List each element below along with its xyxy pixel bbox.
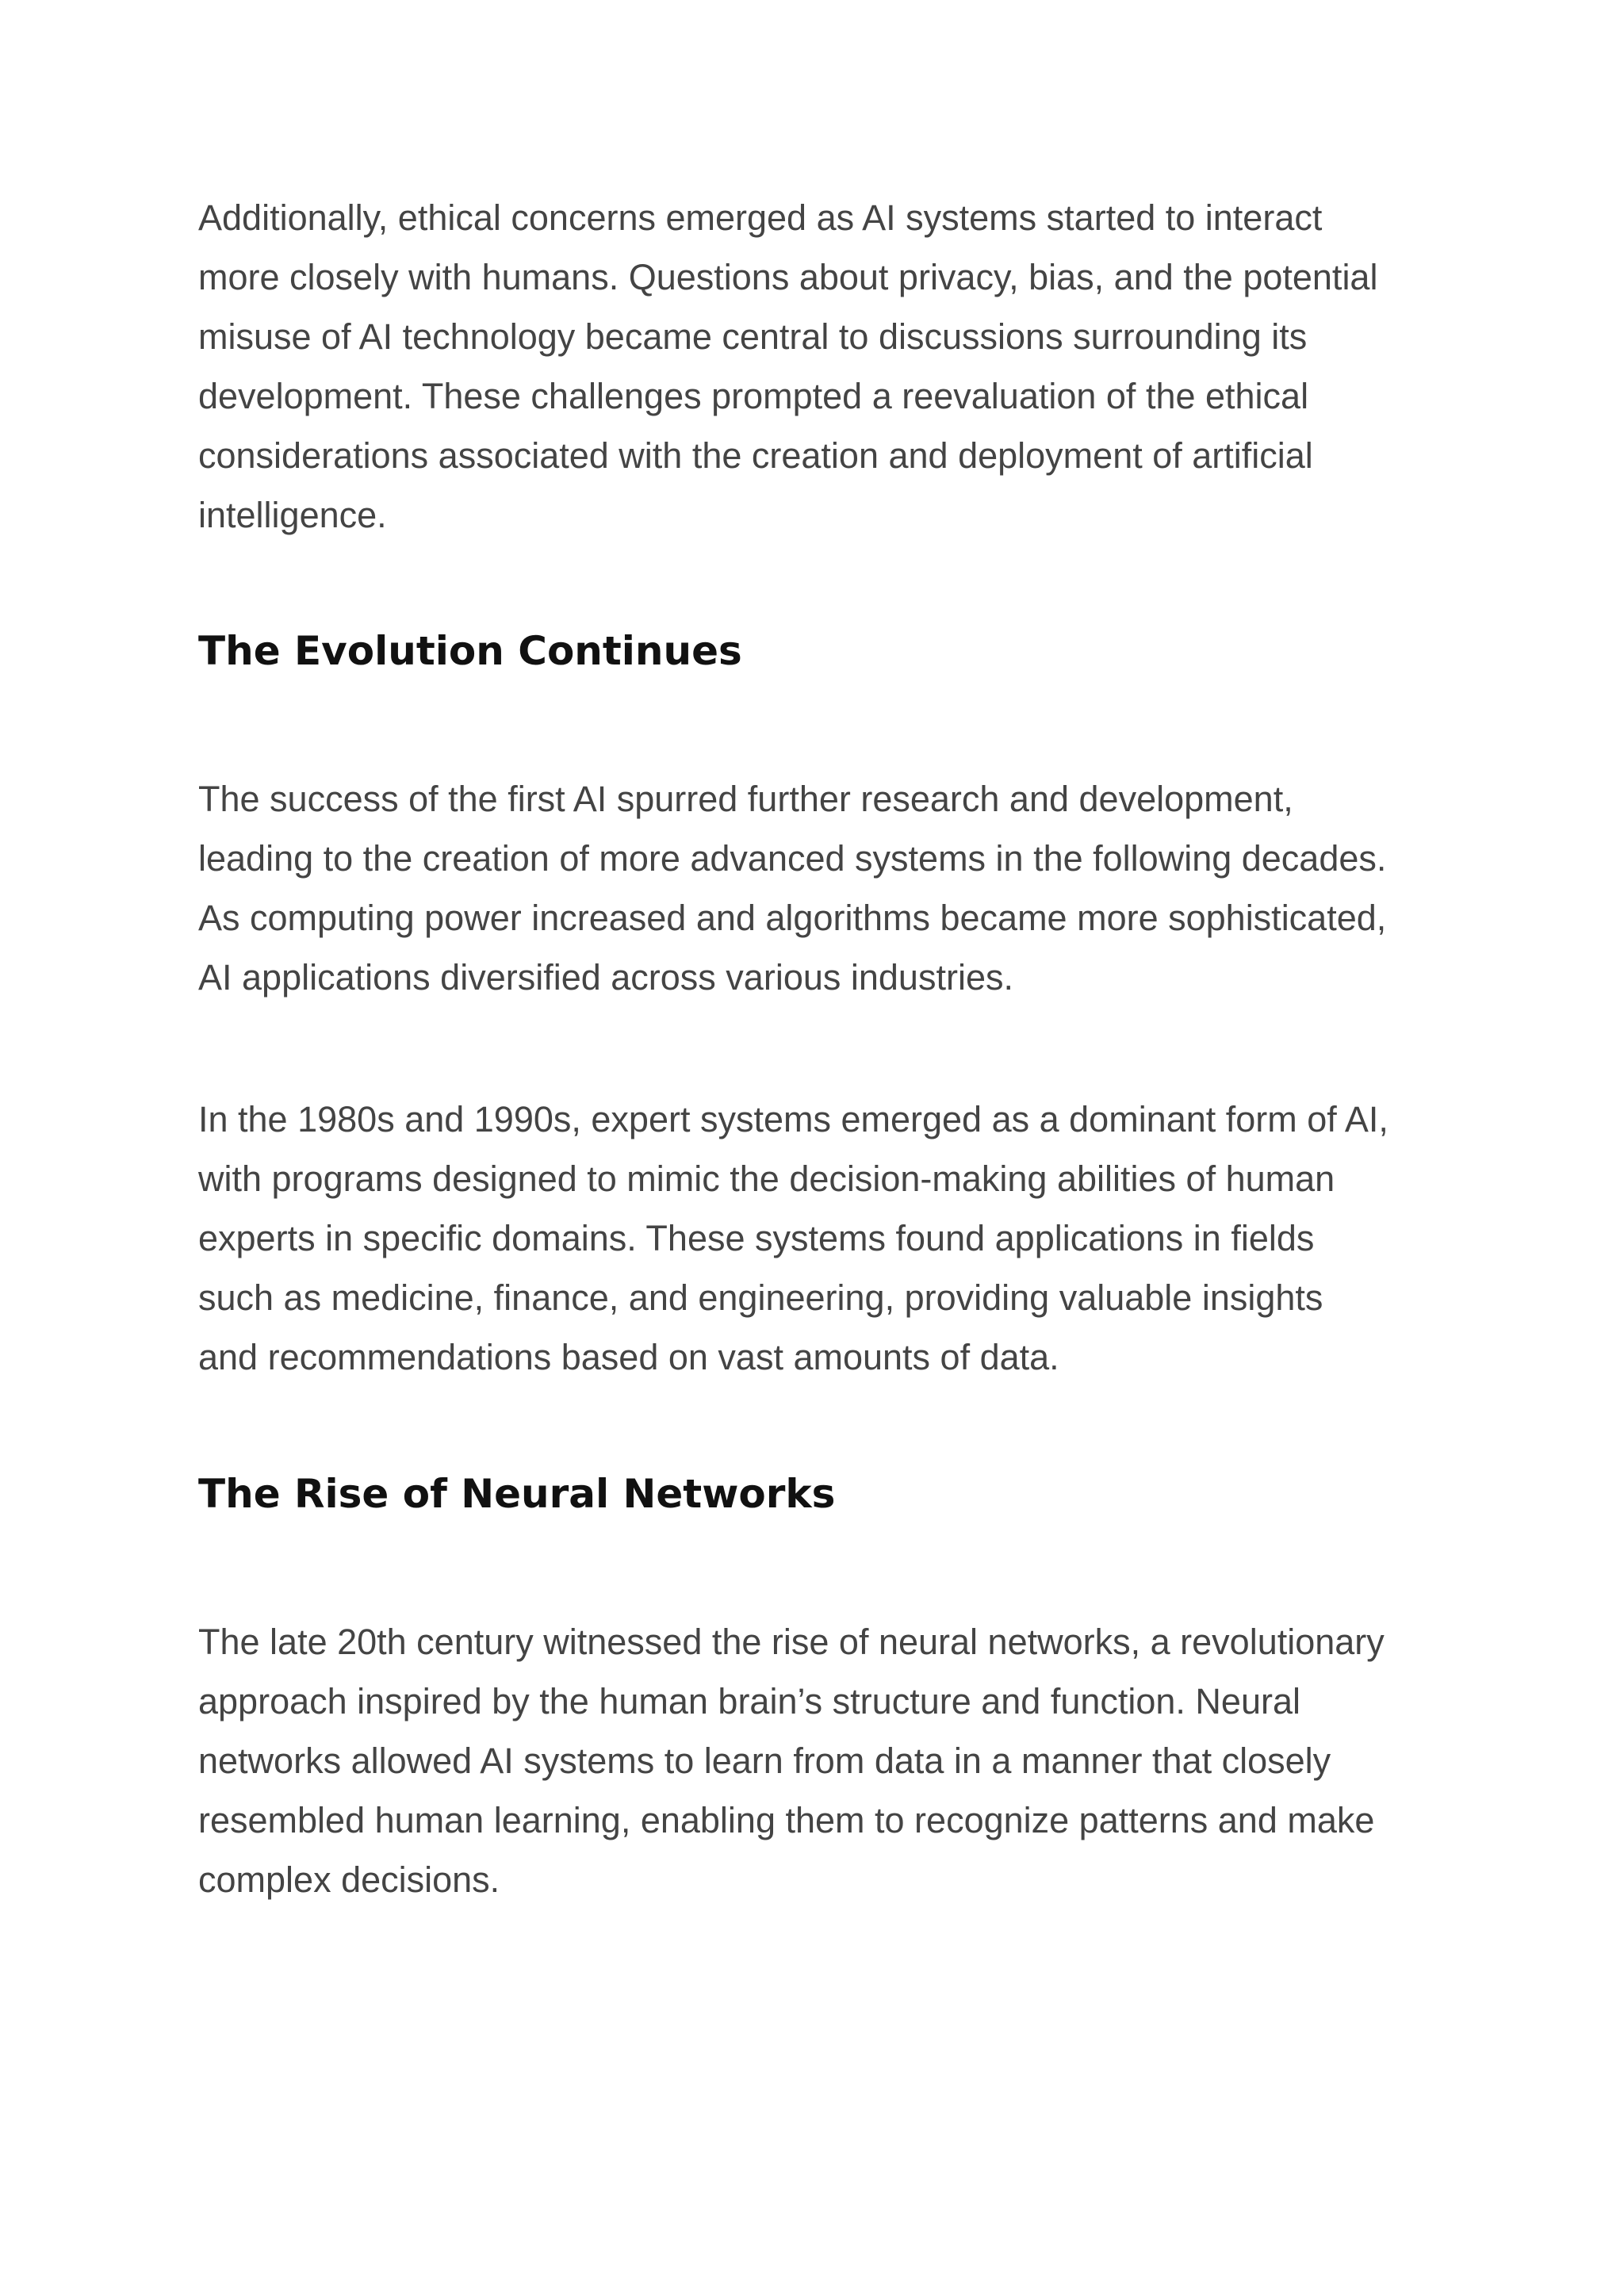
paragraph-first-ai-success: The success of the first AI spurred further research and development, leading to the creation of more advanced systems in the following decades. As computing power increased and algorithms became more sophisticated, AI applications diversified across various industries. [198, 779, 1387, 998]
section-heading-evolution-continues: The Evolution Continues [198, 628, 742, 674]
paragraph-expert-systems: In the 1980s and 1990s, expert systems emerged as a dominant form of AI, with programs designed to mimic the decision-making abilities of human experts in specific domains. These systems found applications in fields such as medicine, finance, and engineering, providing valuable insights and recommendations based on vast amounts of data. [198, 1099, 1388, 1377]
paragraph-ethical-concerns: Additionally, ethical concerns emerged as AI systems started to interact more closely with humans. Questions about privacy, bias, and the potential misuse of AI technology became central to discussions surrounding its development. These challenges prompted a reevaluation of the ethical considerations associated with the creation and deployment of artificial intelligence. [198, 197, 1378, 535]
document-body [198, 188, 1451, 1909]
paragraph-neural-networks: The late 20th century witnessed the rise of neural networks, a revolutionary approach inspired by the human brain’s structure and function. Neural networks allowed AI systems to learn from data in a manner that closely resembled human learning, enabling them to recognize patterns and make complex decisions. [198, 1622, 1385, 1900]
section-heading-neural-networks: The Rise of Neural Networks [198, 1471, 836, 1517]
